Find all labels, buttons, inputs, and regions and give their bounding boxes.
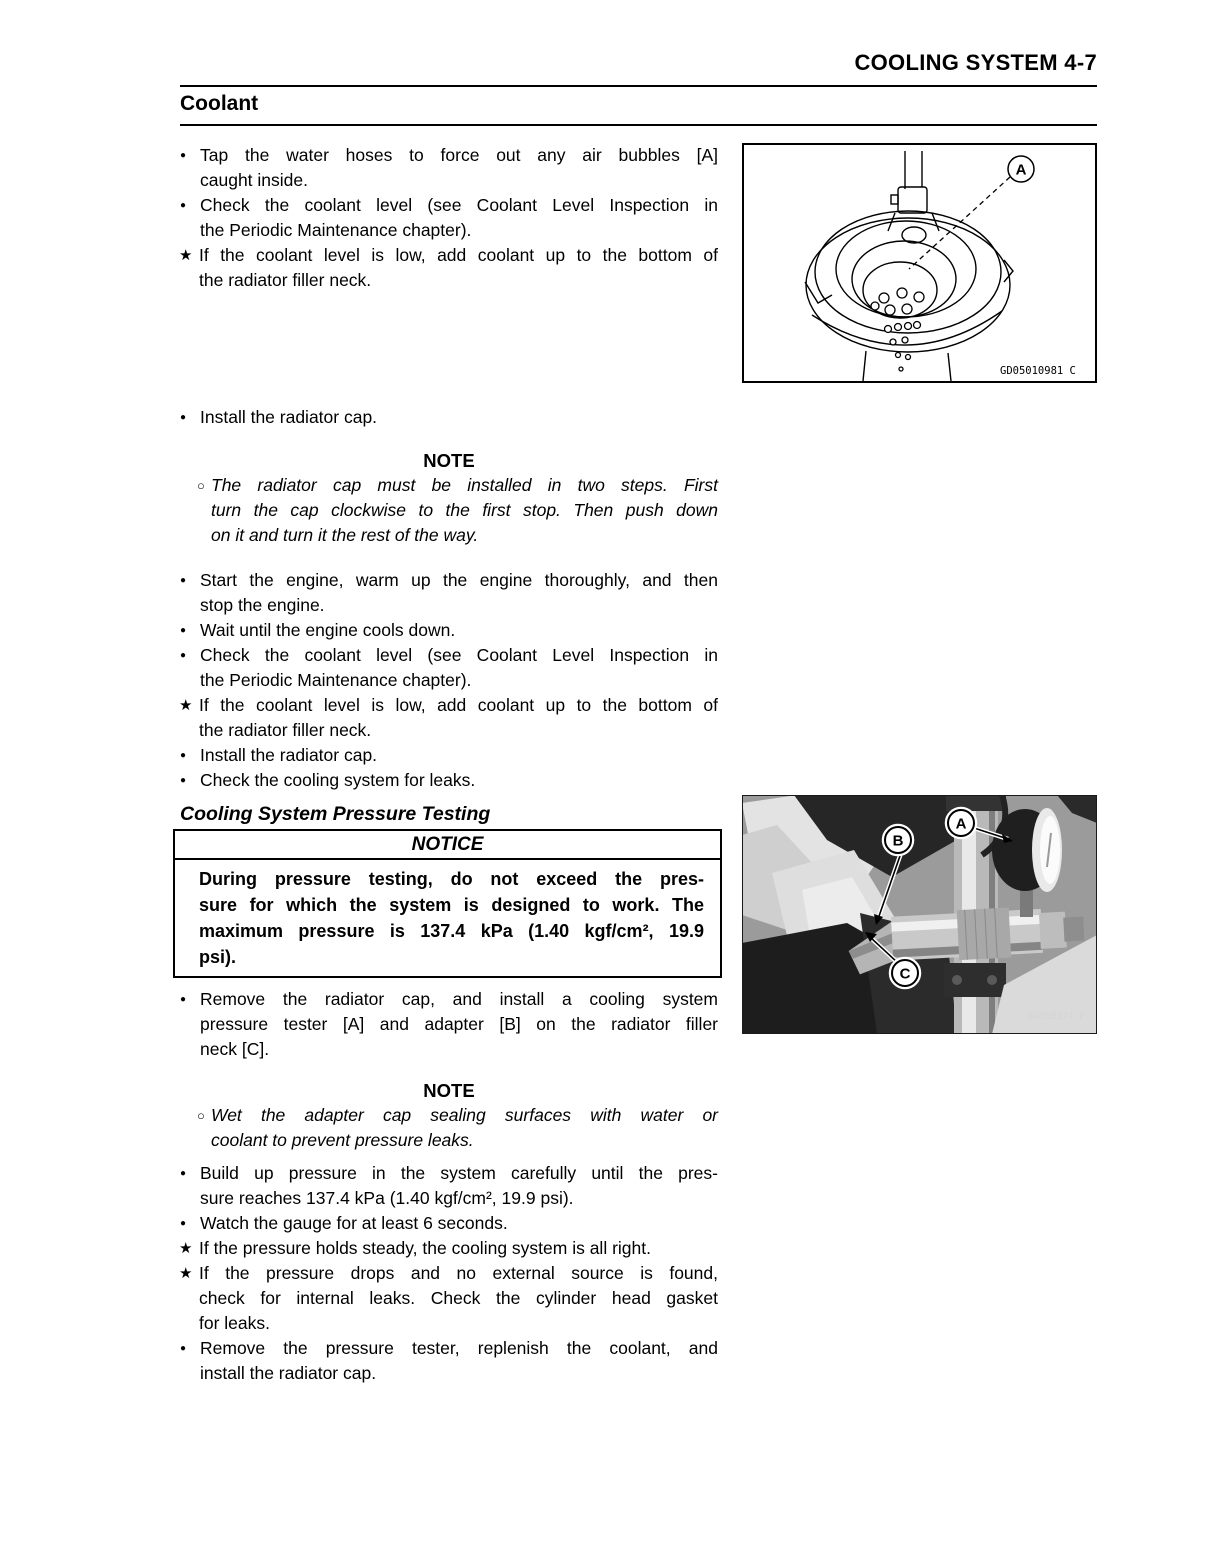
note-items <box>180 1103 718 1153</box>
note-title: NOTE <box>423 450 475 471</box>
note-block-1 <box>180 448 718 548</box>
text-line: stop the engine. <box>200 595 325 615</box>
step-text <box>200 405 718 430</box>
callout-a-label: A <box>955 815 967 833</box>
notice-box <box>173 829 722 978</box>
step-text <box>200 618 718 643</box>
note-block-2 <box>180 1078 718 1153</box>
bullet-step <box>180 193 718 243</box>
step-text <box>200 743 718 768</box>
subsection-title: Cooling System Pressure Testing <box>180 803 491 825</box>
text-line: If the coolant level is low, add coolant up to the bottom of <box>199 245 718 265</box>
dot-marker: ● <box>180 200 187 211</box>
note-item <box>180 473 718 548</box>
text-line: Check the cooling system for leaks. <box>200 770 476 790</box>
text-line: Remove the pressure tester, replenish the coolant, and <box>200 1338 718 1358</box>
step-text <box>200 987 718 1062</box>
bullet-step <box>180 1161 718 1211</box>
star-step <box>180 1261 718 1336</box>
text-line: coolant to prevent pressure leaks. <box>211 1130 474 1150</box>
text-line: neck [C]. <box>200 1039 270 1059</box>
dot-marker: ● <box>180 1218 187 1229</box>
section-rule <box>180 124 1097 126</box>
step-list-3 <box>180 987 718 1062</box>
callout-a-circle <box>946 808 976 838</box>
bullet-step <box>180 618 718 643</box>
step-text <box>211 473 718 548</box>
radiator-filler-neck-drawing <box>742 143 1097 383</box>
text-line: on it and turn it the rest of the way. <box>211 525 479 545</box>
text-line: sure for which the system is designed to work. The <box>199 895 704 915</box>
step-text <box>200 193 718 243</box>
bullet-step <box>180 1211 718 1236</box>
note-items <box>180 473 718 548</box>
step-text <box>200 1161 718 1211</box>
section-title: Coolant <box>180 92 259 115</box>
text-line: If the pressure holds steady, the cooling system is all right. <box>199 1238 651 1258</box>
text-line: check for internal leaks. Check the cylinder head gasket <box>199 1288 718 1308</box>
text-line: Install the radiator cap. <box>200 407 378 427</box>
text-line: sure reaches 137.4 kPa (1.40 kgf/cm², 19.9 psi). <box>200 1188 574 1208</box>
step-text <box>199 693 718 743</box>
dot-marker: ● <box>180 625 187 636</box>
step-list-install <box>180 405 718 430</box>
callout-c-label: C <box>899 965 911 983</box>
callout-b-circle <box>883 825 913 855</box>
step-text <box>199 243 718 293</box>
text-line: turn the cap clockwise to the first stop. Then push down <box>211 500 718 520</box>
figure-code: GD05B174 P <box>1028 1011 1086 1022</box>
step-text <box>200 568 718 618</box>
step-text <box>200 1211 718 1236</box>
pressure-gauge-shape <box>992 808 1062 892</box>
callout-c-circle <box>890 958 920 988</box>
figure-radiator-filler-neck <box>742 143 1097 383</box>
dot-marker: ● <box>180 1168 187 1179</box>
text-line: Watch the gauge for at least 6 seconds. <box>200 1213 508 1233</box>
note-title: NOTE <box>423 1080 475 1101</box>
figure-code: GD05010981 C <box>1000 365 1076 377</box>
text-line: Build up pressure in the system carefully until the pres- <box>200 1163 718 1183</box>
text-line: install the radiator cap. <box>200 1363 377 1383</box>
step-text <box>200 643 718 693</box>
note-item <box>180 1103 718 1153</box>
notice-title: NOTICE <box>175 831 720 860</box>
text-line: Install the radiator cap. <box>200 745 378 765</box>
callout-b-label: B <box>892 832 904 850</box>
text-column <box>180 143 718 1386</box>
figure-pressure-tester-photo <box>742 795 1097 1034</box>
circle-marker: ○ <box>197 1108 205 1123</box>
text-line: If the pressure drops and no external source is found, <box>199 1263 718 1283</box>
text-line: caught inside. <box>200 170 308 190</box>
header-rule <box>180 85 1097 87</box>
star-marker: ★ <box>179 247 193 264</box>
step-text <box>200 143 718 193</box>
step-text <box>211 1103 718 1153</box>
notice-body <box>175 860 720 976</box>
text-line: Remove the radiator cap, and install a cooling system <box>200 989 718 1009</box>
step-text <box>199 1261 718 1336</box>
dot-marker: ● <box>180 150 187 161</box>
star-marker: ★ <box>179 697 193 714</box>
text-line: Check the coolant level (see Coolant Level Inspection in <box>200 645 718 665</box>
dot-marker: ● <box>180 575 187 586</box>
step-text <box>200 1336 718 1386</box>
star-step <box>180 693 718 743</box>
bullet-step <box>180 143 718 193</box>
star-marker: ★ <box>179 1265 193 1282</box>
dot-marker: ● <box>180 775 187 786</box>
text-line: pressure tester [A] and adapter [B] on the radiator filler <box>200 1014 718 1034</box>
text-line: psi). <box>199 947 237 967</box>
dot-marker: ● <box>180 650 187 661</box>
text-line: the radiator filler neck. <box>199 720 372 740</box>
text-line: maximum pressure is 137.4 kPa (1.40 kgf/cm², 19.9 <box>199 921 704 941</box>
step-list-2 <box>180 568 718 793</box>
circle-marker: ○ <box>197 478 205 493</box>
bullet-step <box>180 1336 718 1386</box>
bullet-step <box>180 768 718 793</box>
text-line: Start the engine, warm up the engine thoroughly, and then <box>200 570 718 590</box>
bullet-step <box>180 568 718 618</box>
step-text <box>200 768 718 793</box>
dot-marker: ● <box>180 412 187 423</box>
bullet-step <box>180 405 718 430</box>
bullet-step <box>180 743 718 768</box>
text-line: for leaks. <box>199 1313 270 1333</box>
step-list-1 <box>180 143 718 293</box>
bullet-step <box>180 643 718 693</box>
step-text <box>199 1236 718 1261</box>
text-line: the Periodic Maintenance chapter). <box>200 670 472 690</box>
text-line: Check the coolant level (see Coolant Level Inspection in <box>200 195 718 215</box>
text-line: The radiator cap must be installed in two steps. First <box>211 475 718 495</box>
text-line: If the coolant level is low, add coolant up to the bottom of <box>199 695 718 715</box>
callout-a-label: A <box>1015 161 1027 179</box>
dot-marker: ● <box>180 750 187 761</box>
dot-marker: ● <box>180 994 187 1005</box>
text-line: During pressure testing, do not exceed the pres- <box>199 869 704 889</box>
text-line: Wet the adapter cap sealing surfaces with water or <box>211 1105 718 1125</box>
step-list-4 <box>180 1161 718 1386</box>
pressure-tester-photo <box>742 795 1097 1034</box>
text-line: the Periodic Maintenance chapter). <box>200 220 472 240</box>
page-header-title: COOLING SYSTEM 4-7 <box>854 50 1097 75</box>
star-step <box>180 1236 718 1261</box>
dot-marker: ● <box>180 1343 187 1354</box>
star-marker: ★ <box>179 1240 193 1257</box>
star-step <box>180 243 718 293</box>
text-line: Tap the water hoses to force out any air bubbles [A] <box>200 145 718 165</box>
text-line: the radiator filler neck. <box>199 270 372 290</box>
bullet-step <box>180 987 718 1062</box>
text-line: Wait until the engine cools down. <box>200 620 456 640</box>
